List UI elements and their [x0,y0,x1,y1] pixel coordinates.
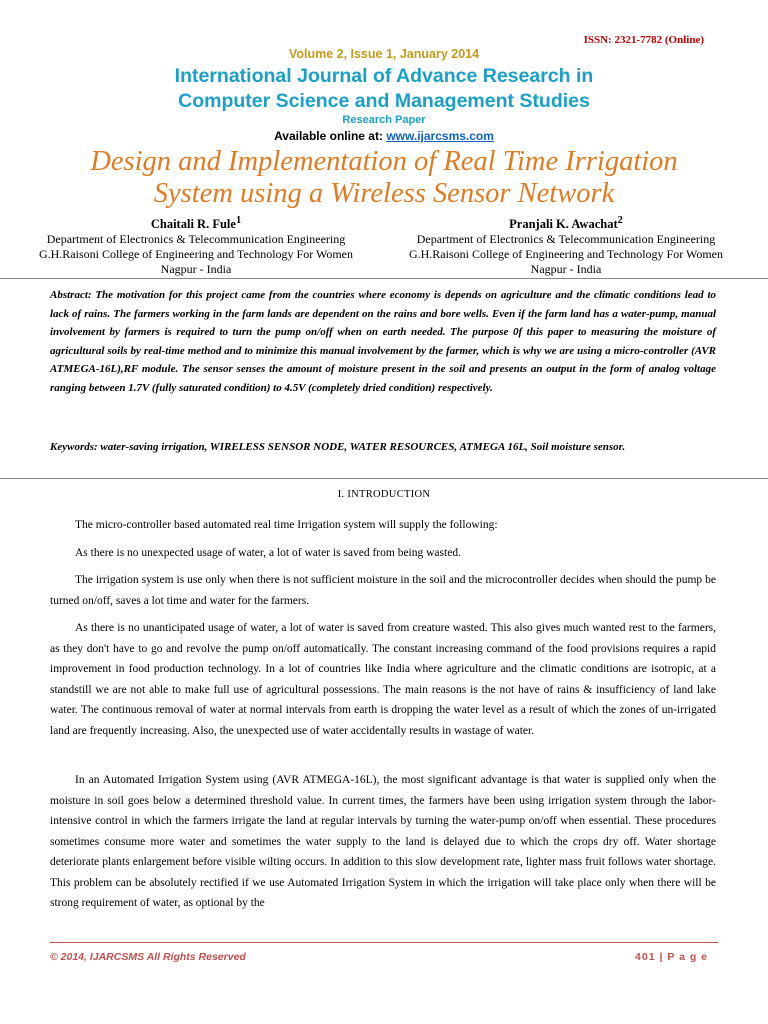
intro-body-3 [50,570,716,611]
availability-line [0,129,768,143]
author-block-1 [8,213,384,277]
author-location: Nagpur - India [160,262,232,277]
author-college: G.H.Raisoni College of Engineering and Technology For Women [38,247,354,262]
issn-label: ISSN: 2321-7782 (Online) [583,34,704,46]
author-name-text: Chaitali R. Fule [150,217,236,232]
section-heading: I. INTRODUCTION [337,489,431,500]
keywords: Keywords: water-saving irrigation, WIRELESS SENSOR NODE, WATER RESOURCES, ATMEGA 16L, Soil moisture sensor. [50,441,626,453]
journal-title-line2: Computer Science and Management Studies [178,90,590,112]
paper-title [0,146,768,210]
paper-type: Research Paper [342,114,426,126]
paragraph: As there is no unexpected usage of water, a lot of water is saved from being wasted. [75,547,461,559]
journal-title-line1: International Journal of Advance Research in [174,65,594,87]
volume-issue: Volume 2, Issue 1, January 2014 [288,47,480,61]
intro-body-4 [50,618,716,741]
author-department: Department of Electronics & Telecommunication Engineering [416,232,716,247]
author-block-2 [376,213,756,277]
footer-copyright: © 2014, IJARCSMS All Rights Reserved [50,951,246,963]
author-name-text: Pranjali K. Awachat [509,217,618,232]
author-department: Department of Electronics & Telecommunication Engineering [46,232,346,247]
paragraph: The irrigation system is use only when there is not sufficient moisture in the soil and the microcontroller decides when should the pump be turned on/off, saves a lot time and water for the farmers. [50,574,716,607]
author-name [376,213,756,232]
paragraph: As there is no unanticipated usage of water, a lot of water is saved from creature wasted. This also gives much wanted rest to the farmers, as they don't have to go and revolve the pump on/off automatically. The constant increasing command of the food provisions requires a rapid improvement in food production technology. In a lot of countries like India where agriculture and the climatic conditions are isotropic, at a standstill we are not able to make full use of agricultural possessions. The main reasons is the not have of rains & insufficiency of land lake water. The continuous removal of water at normal intervals from earth is dropping the water level as a result of which the zones of un-irrigated land are frequently increasing. Also, the unexpected use of water accidentally results in wastage of water. [50,622,716,737]
author-name [8,213,384,232]
divider-top [0,278,768,279]
paper-title-line1: Design and Implementation of Real Time Irrigation [90,146,678,177]
intro-body [50,515,716,536]
paper-title-line2: System using a Wireless Sensor Network [153,178,615,209]
intro-body-2 [50,543,716,564]
footer-divider [50,942,718,943]
author-location: Nagpur - India [530,262,602,277]
footer-page-number: 401 | P a g e [635,951,708,963]
intro-body-5 [50,770,716,914]
journal-url-link[interactable]: www.ijarcsms.com [386,129,494,143]
author-affiliation-number: 2 [617,215,623,226]
paragraph: The micro-controller based automated real time Irrigation system will supply the following: [75,519,498,531]
paragraph: In an Automated Irrigation System using (AVR ATMEGA-16L), the most significant advantage is that water is supplied only when the moisture in soil goes below a determined threshold value. In current times, the farmers have been using irrigation system through the labor-intensive control in which the farmers irrigate the land at regular intervals by turning the water-pump on/off when essential. These procedures sometimes consume more water and sometimes the water supply to the land is delayed due to which the crops dry off. Water shortage deteriorate plants enlargement before visible wilting occurs. In addition to this slow development rate, lighter mass fruit follows water shortage. This problem can be absolutely rectified if we use Automated Irrigation System in which the irrigation will take place only when there will be strong requirement of water, as optional by the [50,774,716,909]
abstract: Abstract: The motivation for this project came from the countries where economy is depends on agriculture and the climatic conditions lead to lack of rains. The farmers working in the farm lands are dependent on the rains and bore wells. Even if the farm land has a water-pump, manual involvement by farmers is required to turn the pump on/off when on earth needed. The purpose 0f this paper to measuring the moisture of agricultural soils by real-time method and to minimize this manual involvement by the farmer, which is why we are using a micro-controller (AVR ATMEGA-16L),RF module. The sensor senses the amount of moisture present in the soil and presents an output in the form of analog voltage ranging between 1.7V (fully saturated condition) to 4.5V (completely dried condition) respectively. [50,289,716,394]
available-label: Available online at: [274,129,387,143]
author-college: G.H.Raisoni College of Engineering and Technology For Women [408,247,724,262]
author-affiliation-number: 1 [235,215,242,226]
journal-title [0,64,768,114]
divider-bottom [0,478,768,479]
